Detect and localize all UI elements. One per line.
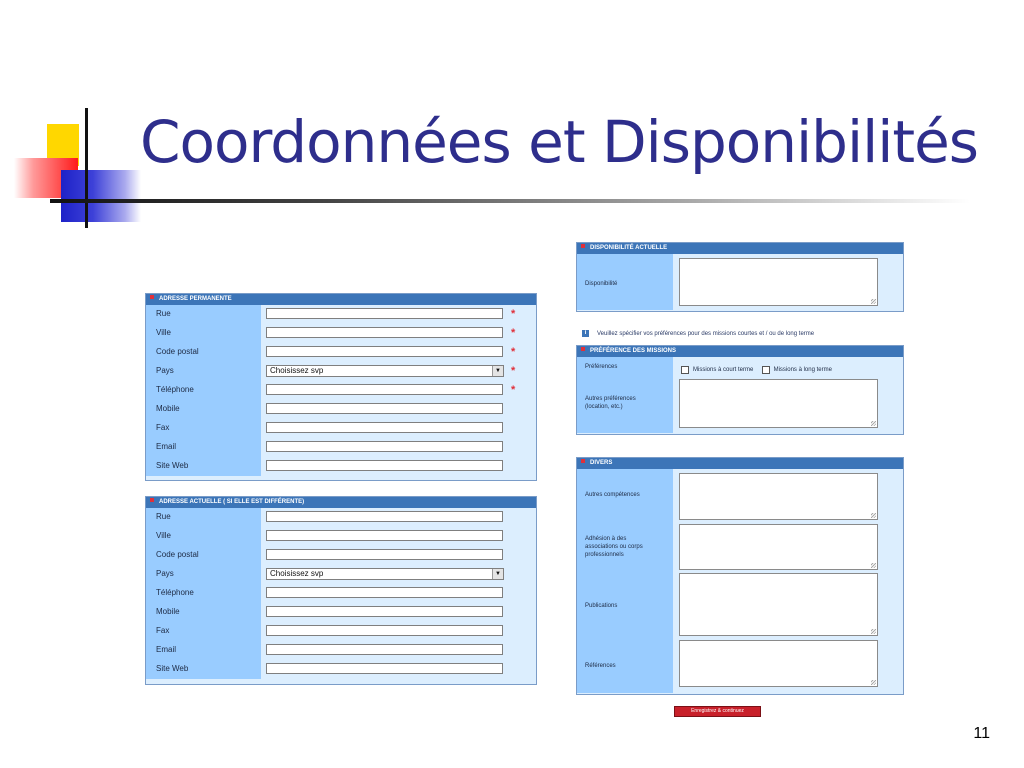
site-web-input[interactable] — [266, 460, 503, 471]
dropdown-arrow-icon[interactable]: ▼ — [492, 366, 503, 376]
field-label: Téléphone — [156, 588, 194, 597]
email-input[interactable] — [266, 644, 503, 655]
pays-select[interactable] — [266, 568, 504, 580]
panel-header — [146, 294, 536, 305]
ville-input[interactable] — [266, 327, 503, 338]
form-row-ville — [146, 527, 536, 546]
memberships-textarea[interactable] — [679, 524, 878, 570]
field-label: Site Web — [156, 664, 189, 673]
telephone-input[interactable] — [266, 587, 503, 598]
references-textarea[interactable] — [679, 640, 878, 687]
code-postal-input[interactable] — [266, 346, 503, 357]
form-row-mobile — [146, 603, 536, 622]
form-row-preferences — [577, 357, 903, 377]
pays-select[interactable] — [266, 365, 504, 377]
dropdown-arrow-icon[interactable]: ▼ — [492, 569, 503, 579]
form-row-site-web — [146, 660, 536, 679]
panel-header — [146, 497, 536, 508]
form-row-code-postal — [146, 546, 536, 565]
form-row-pays — [146, 565, 536, 584]
disponibilite-textarea[interactable] — [679, 258, 878, 306]
permanent-address-panel — [145, 293, 537, 481]
current-address-panel — [145, 496, 537, 685]
field-label: Préférences — [585, 364, 618, 370]
short-term-label: Missions à court terme — [693, 366, 754, 373]
info-icon: i — [582, 330, 589, 337]
form-row-fax — [146, 622, 536, 641]
form-row-other-preferences — [577, 377, 903, 433]
slide-title: Coordonnées et Disponibilités — [140, 108, 978, 176]
field-label: Code postal — [156, 347, 199, 356]
info-line — [582, 330, 814, 337]
field-label: Mobile — [156, 404, 180, 413]
rue-input[interactable] — [266, 308, 503, 319]
panel-body — [577, 254, 903, 310]
rue-input[interactable] — [266, 511, 503, 522]
panel-body — [146, 508, 536, 679]
telephone-input[interactable] — [266, 384, 503, 395]
form-row-memberships — [577, 523, 903, 572]
field-label: Publications — [585, 603, 618, 609]
panel-header — [577, 458, 903, 469]
short-term-checkbox[interactable] — [681, 366, 689, 374]
form-row-other-skills — [577, 469, 903, 523]
panel-title: ADRESSE ACTUELLE ( SI ELLE EST DIFFÉRENTE) — [159, 499, 305, 505]
field-label: Rue — [156, 309, 171, 318]
field-label: Site Web — [156, 461, 189, 470]
panel-header — [577, 346, 903, 357]
select-value: Choisissez svp — [270, 569, 324, 578]
bullet-icon — [150, 295, 154, 299]
panel-title: DISPONIBILITÉ ACTUELLE — [590, 245, 668, 251]
form-row-telephone — [146, 584, 536, 603]
form-row-pays — [146, 362, 536, 381]
slide-logo — [0, 0, 150, 240]
field-label: Autres compétences — [585, 492, 640, 498]
required-marker: * — [511, 327, 516, 339]
form-row-site-web — [146, 457, 536, 476]
logo-vertical-line — [85, 108, 88, 228]
field-label: Mobile — [156, 607, 180, 616]
field-label: Pays — [156, 366, 174, 375]
site-web-input[interactable] — [266, 663, 503, 674]
title-underline — [50, 199, 970, 203]
long-term-checkbox[interactable] — [762, 366, 770, 374]
panel-title: ADRESSE PERMANENTE — [159, 296, 232, 302]
info-text: Veuillez spécifier vos préférences pour des missions courtes et / ou de long terme — [597, 331, 815, 338]
field-label: Ville — [156, 328, 171, 337]
other-skills-textarea[interactable] — [679, 473, 878, 520]
field-label: Pays — [156, 569, 174, 578]
long-term-label: Missions à long terme — [773, 366, 832, 373]
bullet-icon — [150, 498, 154, 502]
logo-blue-square — [61, 170, 141, 222]
save-and-continue-button[interactable]: Enregistrez & continuez — [674, 706, 761, 717]
field-label: Code postal — [156, 550, 199, 559]
email-input[interactable] — [266, 441, 503, 452]
form-row-ville — [146, 324, 536, 343]
panel-body — [146, 305, 536, 476]
field-label: Références — [585, 663, 616, 669]
mobile-input[interactable] — [266, 606, 503, 617]
field-label: Email — [156, 645, 177, 654]
code-postal-input[interactable] — [266, 549, 503, 560]
field-label: Ville — [156, 531, 171, 540]
form-row-rue — [146, 508, 536, 527]
other-preferences-textarea[interactable] — [679, 379, 878, 428]
fax-input[interactable] — [266, 625, 503, 636]
publications-textarea[interactable] — [679, 573, 878, 636]
missions-panel — [576, 345, 904, 435]
field-label: Téléphone — [156, 385, 194, 394]
field-label: Adhésion à des associations ou corps professionnels — [585, 536, 643, 558]
required-marker: * — [511, 308, 516, 320]
field-label: Fax — [156, 423, 170, 432]
field-label: Autres préférences (location, etc.) — [585, 396, 636, 410]
bullet-icon — [581, 459, 585, 463]
select-value: Choisissez svp — [270, 366, 324, 375]
form-row-email — [146, 641, 536, 660]
form-row-references — [577, 638, 903, 692]
field-label: Fax — [156, 626, 170, 635]
form-row-rue — [146, 305, 536, 324]
form-row-publications — [577, 572, 903, 638]
required-marker: * — [511, 365, 516, 377]
page-number: 11 — [973, 725, 990, 742]
fax-input[interactable] — [266, 422, 503, 433]
form-row-code-postal — [146, 343, 536, 362]
field-label: Rue — [156, 512, 171, 521]
ville-input[interactable] — [266, 530, 503, 541]
bullet-icon — [581, 347, 585, 351]
form-row-mobile — [146, 400, 536, 419]
availability-panel — [576, 242, 904, 312]
field-label: Disponibilité — [585, 281, 618, 287]
mission-options — [681, 365, 838, 374]
panel-title: DIVERS — [590, 460, 613, 466]
panel-header — [577, 243, 903, 254]
form-row-fax — [146, 419, 536, 438]
panel-body — [577, 469, 903, 693]
required-marker: * — [511, 346, 516, 358]
mobile-input[interactable] — [266, 403, 503, 414]
panel-body — [577, 357, 903, 433]
field-label: Email — [156, 442, 177, 451]
required-marker: * — [511, 384, 516, 396]
form-row-telephone — [146, 381, 536, 400]
form-row-disponibilite — [577, 254, 903, 310]
panel-title: PRÉFÉRENCE DES MISSIONS — [590, 348, 677, 354]
form-row-email — [146, 438, 536, 457]
bullet-icon — [581, 244, 585, 248]
misc-panel — [576, 457, 904, 695]
